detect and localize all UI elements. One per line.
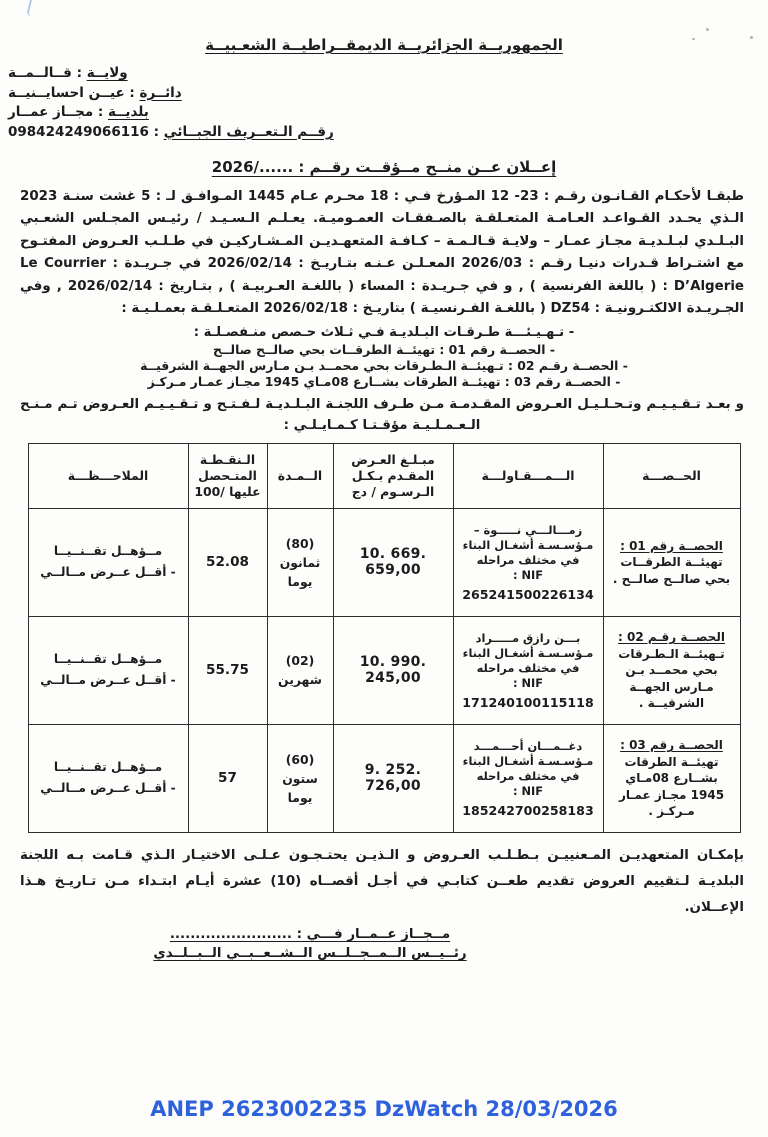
appeal-paragraph: بإمكـان المتعهديـن المـعنييـن بـطـلـب العـروض و الـذيـن يحتـجـون عـلـى الاختيـار الـذي قـامت بـه اللجنة البلديـة لـتقييم العروض تقديم طعــن كتابـي في أجـل أقصــاه (10) عشرة أيـام ابتـداء مـن تـاريـخ هـذا الإعــلان. — [20, 847, 744, 915]
contractor-cell — [453, 724, 603, 832]
nif-value: 185242700258183 — [462, 802, 594, 818]
nif-label: NIF : — [512, 567, 544, 582]
score-value: 57 — [188, 724, 267, 832]
nif-value: 265241500226134 — [462, 586, 594, 602]
scan-artifact — [706, 28, 709, 31]
contractor-name: دغــمـــان أحـــمـــد — [473, 738, 583, 753]
daira-line — [8, 84, 768, 104]
scan-artifact — [692, 38, 695, 40]
signature-place-date: مــجــاز عــمــار فـــي : ........................ — [169, 926, 451, 942]
lot-description: تهيئــة الطرقات بشــارع 08مـاي 1945 مجـاز عمـار مـركـز . — [618, 754, 725, 819]
remark-cell — [28, 616, 188, 724]
bid-amount: 10. 669. 659,00 — [333, 508, 453, 616]
remark-line-2: - أقــل عــرض مــالــي — [40, 565, 176, 580]
lot-number: الحصــة رقم 03 : — [620, 738, 723, 753]
contractor-cell — [453, 616, 603, 724]
anep-footer: ANEP 2623002235 DzWatch 28/03/2026 — [150, 1097, 618, 1121]
table-row — [28, 508, 740, 616]
remark-line-2: - أقــل عــرض مــالــي — [40, 673, 176, 688]
contractor-activity: مـؤسـسـة أشغـال البناء في مختلف مراحله — [462, 645, 594, 675]
administrative-info-block — [8, 64, 768, 142]
republic-title: الجمهوريــة الجزائريــة الديمقــراطيــة الشعـبيــة — [205, 36, 563, 54]
contractor-activity: مـؤسـسـة أشغـال البناء في مختلف مراحله — [462, 537, 594, 567]
tax-id-value: : 098424249066116 — [8, 123, 160, 140]
lot-cell — [603, 508, 740, 616]
remark-cell — [28, 724, 188, 832]
tax-id-line — [8, 123, 768, 143]
lot-number: الحصــة رقم 01 : — [620, 538, 723, 553]
lot-description: تـهيئــة الـطـرقات بحي محمــد بـن مـارس الجهــة الشرقيــة . — [618, 646, 725, 711]
lot-cell — [603, 616, 740, 724]
duration-cell — [267, 724, 333, 832]
tax-id-label: رقــم الـتعــريف الجبــائي — [163, 123, 334, 140]
lot-item-3: - الحصــة رقم 03 : تهيئــة الطرقات بشــارع 08مـاي 1945 مجـاز عمـار مـركـز — [147, 374, 621, 390]
daira-label: دائــرة — [139, 84, 182, 101]
table-header-row — [28, 443, 740, 508]
col-header-lot: الحــصـــة — [603, 443, 740, 508]
remark-cell — [28, 508, 188, 616]
nif-label: NIF : — [512, 675, 544, 690]
remark-line-1: مــؤهــل تقــنــيــا — [53, 652, 163, 667]
daira-value: : عيــن احسايــنيــة — [8, 84, 135, 101]
operation-heading: - تـهـيـئـــة طـرقـات البـلديـة فـي ثـلاث حـصص منـفصـلـة : — [193, 325, 575, 341]
award-intro-paragraph: و بعـد تـقـيـيـم وتـحـلـيـل العـروض المقـدمـة مـن طـرف اللجنـة البـلـديـة لـفـتـح و تـقـيـيـم العـروض تـم مـنـح الـعـمـلـيـة مؤقـتـا كـمـايـلـي : — [20, 396, 744, 433]
awards-table — [28, 443, 741, 833]
col-header-amount: مبـلـغ العـرض المقـدم بـكـل الـرسـوم / دج — [333, 443, 453, 508]
table-row — [28, 616, 740, 724]
table-row — [28, 724, 740, 832]
announcement-title: إعــلان عــن منــح مــؤقــت رقــم : ....../2026 — [211, 158, 557, 176]
wilaya-line — [8, 64, 768, 84]
lot-number: الحصــة رقـم 02 : — [618, 630, 725, 645]
lot-item-1: - الحصــة رقم 01 : تهيئــة الطرقــات بحي صالــح صالــح — [213, 342, 555, 358]
duration-number: (60) — [285, 751, 315, 767]
duration-text: ستون يوما — [282, 770, 318, 805]
lots-list — [0, 342, 768, 389]
duration-number: (80) — [285, 535, 315, 551]
score-value: 52.08 — [188, 508, 267, 616]
nif-label: NIF : — [512, 783, 544, 798]
contractor-name: بـــن رازق مـــــراد — [475, 630, 581, 645]
duration-cell — [267, 616, 333, 724]
wilaya-label: ولايــة — [86, 65, 128, 81]
intro-paragraph: طبقـا لأحكـام القـانـون رقـم : 23- 12 المـؤرخ فـي : 18 محـرم عـام 1445 المـوافـق لـ : 5 غشت سنـة 2023 الـذي يحـدد القـواعـد العـامـة المتعـلقـة بالصـفقـات العمـوميـة. يعـلـم الـسـيـد / رئيـس المجـلس الشعـبي البـلـدي لبـلـديـة مجـاز عمـار – ولايـة قـالـمـة – كـافـة المتعهـديـن المـشـاركيـن في طـلـب العـروض المفتـوح مع اشتـراط قـدرات دنيـا رقـم : 2026/03 المعـلـن عـنـه بتـاريـخ : 2026/02/14 في جـريـدة : Le Courrier D’Algerie : ( باللغة الفرنسية ) , و في جـريـدة : المساء ( باللغـة العـربيـة ) , بتـاريخ : 2026/02/14 , وفي الجـريـدة الالكتـرونيـة : DZ54 ( باللغـة الفـرنسيـة ) بتاريـخ : 2026/02/18 المتعـلـقـة بعمـلـيـة : — [20, 189, 744, 317]
scan-artifact — [750, 36, 753, 39]
contractor-name: زمـــالـــي نـــــوة – — [473, 522, 583, 537]
remark-line-2: - أقــل عــرض مــالــي — [40, 781, 176, 796]
score-value: 55.75 — [188, 616, 267, 724]
col-header-duration: الــمـدة — [267, 443, 333, 508]
lot-description: تهيئــة الطرقــات بحي صالــح صالــح . — [612, 555, 731, 586]
remark-line-1: مــؤهــل تقــنــيــا — [53, 760, 163, 775]
lot-cell — [603, 724, 740, 832]
commune-label: بلديــة — [108, 104, 149, 120]
col-header-contractor: الـــمـــقـاولـــة — [453, 443, 603, 508]
signature-block — [110, 925, 510, 964]
commune-line — [8, 103, 768, 123]
remark-line-1: مــؤهــل تقــنــيــا — [53, 544, 163, 559]
bid-amount: 9. 252. 726,00 — [333, 724, 453, 832]
commune-value: : مجــاز عمــار — [8, 104, 104, 120]
contractor-activity: مـؤسـسـة أشغـال البناء في مختلف مراحله — [462, 753, 594, 783]
col-header-score: الـنقـطـة المتـحصل عليها /100 — [188, 443, 267, 508]
duration-text: ثمانون يوما — [279, 554, 321, 589]
col-header-remark: الملاحـــظـــة — [28, 443, 188, 508]
nif-value: 171240100115118 — [462, 694, 594, 710]
signature-title: رئــيــس الــمــجــلــس الــشــعــبــي الــبــلــدي — [153, 946, 467, 962]
contractor-cell — [453, 508, 603, 616]
lot-item-2: - الحصــة رقـم 02 : تـهيئــة الـطـرقات بحي محمــد بـن مـارس الجهــة الشرقيــة — [140, 358, 628, 374]
bid-amount: 10. 990. 245,00 — [333, 616, 453, 724]
duration-number: (02) — [285, 653, 315, 669]
duration-cell — [267, 508, 333, 616]
duration-text: شهرين — [278, 672, 322, 688]
wilaya-value: : قــالــمــة — [8, 65, 82, 81]
